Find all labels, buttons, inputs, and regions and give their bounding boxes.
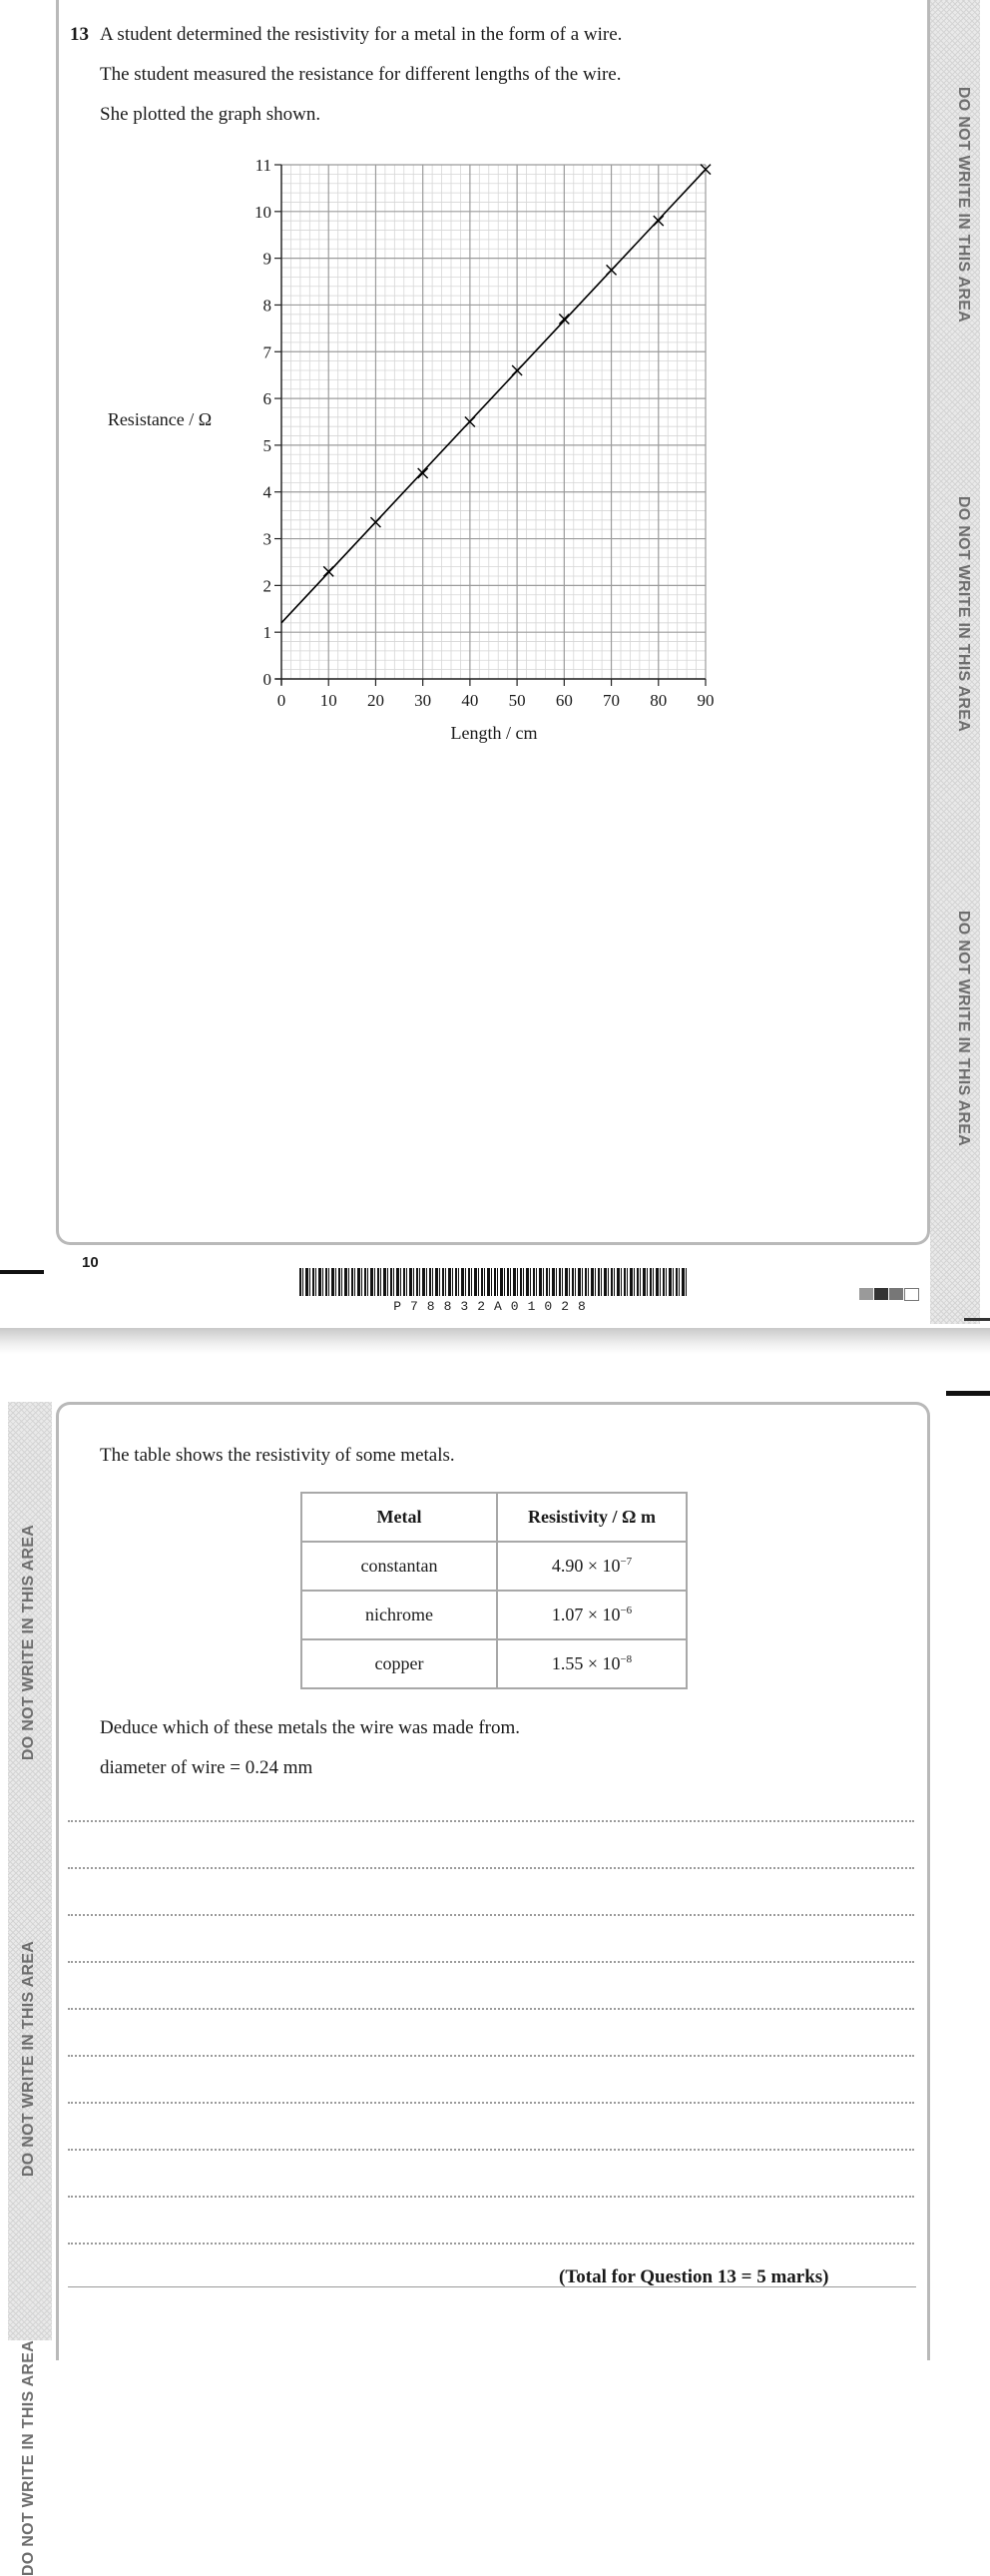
y-tick-label: 11 — [254, 156, 271, 175]
answer-line[interactable] — [68, 2243, 914, 2245]
question-number: 13 — [70, 24, 89, 45]
margin-warning-left-1: DO NOT WRITE IN THIS AREA — [20, 1524, 37, 1761]
table-intro: The table shows the resistivity of some metals. — [100, 1445, 455, 1466]
answer-line[interactable] — [68, 2008, 914, 2010]
exponent: −8 — [620, 1653, 633, 1665]
page-edge-mark-right — [964, 1318, 990, 1321]
metal-name: nichrome — [301, 1591, 497, 1639]
y-tick-label: 10 — [254, 202, 271, 222]
y-tick-label: 9 — [262, 249, 271, 269]
resistivity-value — [497, 1542, 687, 1591]
major-gridlines — [281, 165, 706, 679]
answer-line[interactable] — [68, 2149, 914, 2151]
table-row — [301, 1639, 687, 1688]
resistivity-table — [300, 1492, 688, 1689]
x-tick-label: 0 — [276, 691, 286, 710]
barcode — [299, 1268, 689, 1296]
x-tick-label: 20 — [366, 691, 384, 710]
page-number: 10 — [82, 1254, 99, 1271]
margin-warning-bottom: DO NOT WRITE IN THIS AREA — [955, 910, 972, 1147]
times-sign: × — [587, 1653, 598, 1673]
table-header-row — [301, 1493, 687, 1542]
y-axis-label: Resistance / Ω — [107, 409, 213, 429]
y-tick-label: 8 — [262, 296, 271, 316]
base: 10 — [602, 1605, 621, 1624]
axes — [274, 165, 706, 686]
tick-labels — [254, 156, 715, 710]
x-axis-label: Length / cm — [450, 723, 538, 743]
answer-line[interactable] — [68, 1914, 914, 1916]
answer-line[interactable] — [68, 1867, 914, 1869]
exponent: −7 — [620, 1556, 633, 1568]
x-tick-label: 60 — [555, 691, 573, 710]
mantissa: 1.55 — [551, 1653, 584, 1673]
times-sign: × — [587, 1556, 598, 1576]
x-tick-label: 30 — [414, 691, 432, 710]
base: 10 — [602, 1556, 621, 1576]
question-intro: A student determined the resistivity for a metal in the form of a wire. — [100, 24, 623, 45]
times-sign: × — [587, 1605, 598, 1624]
margin-warning-middle: DO NOT WRITE IN THIS AREA — [955, 495, 972, 733]
y-tick-label: 7 — [262, 342, 271, 362]
page-edge-mark-left — [0, 1270, 44, 1274]
exponent: −6 — [620, 1605, 633, 1616]
x-tick-label: 50 — [508, 691, 526, 710]
mantissa: 4.90 — [551, 1556, 584, 1576]
answer-line[interactable] — [68, 2055, 914, 2057]
mantissa: 1.07 — [551, 1605, 584, 1624]
graph-svg — [100, 140, 748, 759]
margin-warning-top: DO NOT WRITE IN THIS AREA — [955, 86, 972, 323]
y-tick-label: 5 — [262, 435, 271, 455]
resistance-length-graph — [100, 140, 748, 759]
given-diameter: diameter of wire = 0.24 mm — [100, 1757, 313, 1778]
margin-warning-left-2: DO NOT WRITE IN THIS AREA — [20, 1940, 37, 2178]
total-marks: (Total for Question 13 = 5 marks) — [559, 2266, 829, 2287]
metal-name: constantan — [301, 1542, 497, 1591]
header-resistivity: Resistivity / Ω m — [497, 1493, 687, 1542]
question-line-3: She plotted the graph shown. — [100, 104, 321, 125]
y-tick-label: 1 — [262, 623, 271, 643]
page-separator — [0, 1328, 990, 1354]
barcode-text: P78832A01028 — [393, 1299, 595, 1314]
x-tick-label: 80 — [650, 691, 668, 710]
header-metal: Metal — [301, 1493, 497, 1542]
table-row — [301, 1542, 687, 1591]
table-row — [301, 1591, 687, 1639]
y-tick-label: 0 — [262, 670, 271, 689]
x-tick-label: 90 — [697, 691, 715, 710]
resistivity-value — [497, 1639, 687, 1688]
answer-line[interactable] — [68, 1820, 914, 1822]
question-line-2: The student measured the resistance for different lengths of the wire. — [100, 64, 622, 85]
y-tick-label: 6 — [262, 389, 271, 409]
answer-line[interactable] — [68, 2196, 914, 2198]
best-fit-line — [281, 170, 706, 623]
x-tick-label: 40 — [461, 691, 479, 710]
page-edge-mark-top-right — [946, 1391, 990, 1396]
minor-gridlines — [281, 165, 706, 679]
y-tick-label: 4 — [262, 482, 271, 502]
resistivity-value — [497, 1591, 687, 1639]
page-marker-boxes — [859, 1288, 919, 1302]
answer-line[interactable] — [68, 1961, 914, 1963]
metal-name: copper — [301, 1639, 497, 1688]
margin-warning-left-3: DO NOT WRITE IN THIS AREA — [20, 2339, 37, 2576]
x-tick-label: 10 — [319, 691, 337, 710]
answer-line[interactable] — [68, 2102, 914, 2104]
deduce-instruction: Deduce which of these metals the wire was made from. — [100, 1717, 521, 1738]
y-tick-label: 3 — [262, 529, 271, 549]
x-tick-label: 70 — [603, 691, 621, 710]
y-tick-label: 2 — [262, 576, 271, 596]
base: 10 — [602, 1653, 621, 1673]
